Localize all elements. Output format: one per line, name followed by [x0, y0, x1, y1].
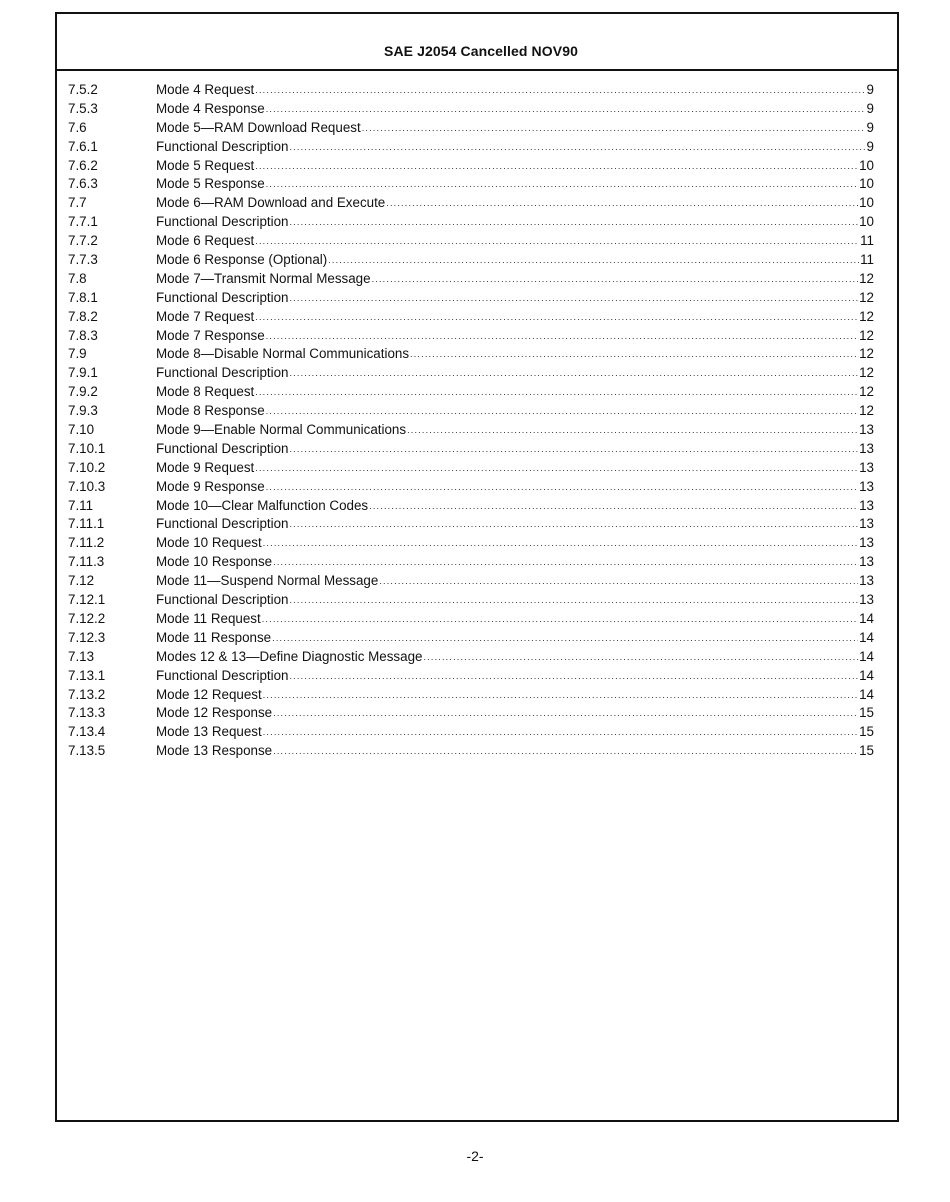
- toc-entry-number: 7.7.1: [68, 214, 98, 230]
- toc-entry: [68, 175, 874, 194]
- toc-entry-page: 13: [859, 592, 874, 608]
- toc-dot-leader: [266, 478, 858, 497]
- toc-entry-title: Mode 11—Suspend Normal Message: [156, 573, 379, 589]
- toc-dot-leader: [379, 572, 858, 591]
- toc-entry-title: Functional Description: [156, 516, 289, 532]
- toc-entry-title: Mode 10 Request: [156, 535, 262, 551]
- toc-entry-number: 7.12: [68, 573, 95, 589]
- toc-entry-page: 14: [859, 686, 874, 702]
- toc-entry-number: 7.6: [68, 119, 87, 135]
- toc-entry: [68, 308, 874, 327]
- toc-entry: [68, 81, 874, 100]
- toc-entry-title: Mode 9 Response: [156, 478, 265, 494]
- toc-dot-leader: [273, 704, 858, 723]
- toc-entry-title: Mode 8—Disable Normal Communications: [156, 346, 410, 362]
- toc-entry-page: 13: [859, 459, 874, 475]
- toc-entry: [68, 138, 874, 157]
- toc-entry-number: 7.7: [68, 195, 87, 211]
- toc-entry: [68, 686, 874, 705]
- document-title: SAE J2054 Cancelled NOV90: [384, 43, 578, 59]
- toc-entry: [68, 364, 874, 383]
- toc-entry: [68, 213, 874, 232]
- toc-entry: [68, 553, 874, 572]
- toc-entry-page: 10: [859, 157, 874, 173]
- toc-entry-number: 7.12.2: [68, 610, 106, 626]
- toc-entry-page: 13: [859, 440, 874, 456]
- toc-entry-title: Mode 8 Request: [156, 384, 255, 400]
- toc-dot-leader: [289, 364, 858, 383]
- toc-entry: [68, 497, 874, 516]
- toc-dot-leader: [266, 402, 858, 421]
- toc-entry-page: 14: [859, 629, 874, 645]
- toc-entry: [68, 100, 874, 119]
- toc-entry-page: 12: [859, 327, 874, 343]
- toc-entry: [68, 667, 874, 686]
- toc-entry-title: Functional Description: [156, 592, 289, 608]
- toc-entry-number: 7.13.4: [68, 724, 106, 740]
- toc-entry-page: 13: [859, 516, 874, 532]
- toc-entry-page: 11: [860, 233, 874, 249]
- toc-entry-number: 7.11.3: [68, 554, 105, 570]
- toc-entry: [68, 591, 874, 610]
- toc-entry-title: Mode 11 Response: [156, 629, 272, 645]
- toc-entry-page: 15: [859, 705, 874, 721]
- toc-entry-page: 13: [859, 497, 874, 513]
- toc-entry: [68, 251, 874, 270]
- toc-entry-number: 7.7.3: [68, 252, 98, 268]
- toc-dot-leader: [369, 497, 858, 516]
- toc-entry-number: 7.8.3: [68, 327, 98, 343]
- toc-entry-title: Mode 12 Request: [156, 686, 262, 702]
- toc-entry-number: 7.6.2: [68, 157, 98, 173]
- toc-entry-number: 7.5.2: [68, 82, 98, 97]
- toc-entry: [68, 534, 874, 553]
- toc-dot-leader: [372, 270, 859, 289]
- toc-entry: [68, 119, 874, 138]
- toc-entry-number: 7.10.3: [68, 478, 106, 494]
- toc-entry: [68, 478, 874, 497]
- toc-entry: [68, 572, 874, 591]
- toc-entry: [68, 327, 874, 346]
- toc-entry-page: 12: [859, 403, 874, 419]
- toc-dot-leader: [262, 610, 858, 629]
- toc-entry-page: 15: [859, 724, 874, 740]
- toc-entry-number: 7.10.1: [68, 440, 106, 456]
- toc-entry-number: 7.8.2: [68, 308, 98, 324]
- toc-entry-number: 7.13.1: [68, 667, 106, 683]
- toc-entry-title: Mode 5 Response: [156, 176, 265, 192]
- toc-entry-page: 9: [866, 119, 874, 135]
- toc-entry-title: Mode 7 Request: [156, 308, 255, 324]
- toc-dot-leader: [289, 289, 858, 308]
- toc-entry-number: 7.6.3: [68, 176, 98, 192]
- toc-entry: [68, 194, 874, 213]
- page-number: -2-: [466, 1148, 484, 1164]
- toc-entry: [68, 723, 874, 742]
- toc-entry-title: Mode 7 Response: [156, 327, 265, 343]
- toc-dot-leader: [362, 119, 865, 138]
- toc-dot-leader: [263, 723, 858, 742]
- toc-entry: [68, 402, 874, 421]
- toc-entry: [68, 232, 874, 251]
- toc-entry: [68, 704, 874, 723]
- toc-entry-number: 7.13: [68, 648, 95, 664]
- toc-entry-title: Mode 6—RAM Download and Execute: [156, 195, 386, 211]
- toc-entry-number: 7.12.1: [68, 592, 106, 608]
- toc-entry-number: 7.13.5: [68, 743, 106, 759]
- toc-entry-number: 7.13.3: [68, 705, 106, 721]
- toc-entry: [68, 648, 874, 667]
- toc-entry-title: Mode 8 Response: [156, 403, 265, 419]
- toc-dot-leader: [410, 345, 858, 364]
- toc-dot-leader: [273, 553, 858, 572]
- toc-entry-page: 14: [859, 610, 874, 626]
- toc-entry-number: 7.10: [68, 422, 95, 438]
- toc-entry-page: 10: [859, 195, 874, 211]
- toc-entry-title: Functional Description: [156, 440, 289, 456]
- toc-entry-page: 14: [859, 648, 874, 664]
- toc-entry-page: 9: [866, 138, 874, 154]
- toc-entry-page: 10: [859, 214, 874, 230]
- toc-entry: [68, 421, 874, 440]
- toc-entry-number: 7.11.1: [68, 516, 105, 532]
- document-header: [57, 14, 897, 71]
- toc-entry-title: Mode 4 Response: [156, 100, 265, 116]
- toc-entry: [68, 742, 874, 761]
- toc-entry-title: Mode 5—RAM Download Request: [156, 119, 361, 135]
- toc-entry: [68, 383, 874, 402]
- toc-dot-leader: [289, 591, 858, 610]
- toc-dot-leader: [272, 629, 858, 648]
- toc-dot-leader: [386, 194, 858, 213]
- toc-entry: [68, 289, 874, 308]
- toc-entry-title: Functional Description: [156, 138, 289, 154]
- toc-entry-title: Functional Description: [156, 667, 289, 683]
- page-frame: [55, 12, 899, 1122]
- toc-entry-page: 12: [859, 308, 874, 324]
- toc-dot-leader: [263, 686, 858, 705]
- toc-entry-page: 13: [859, 535, 874, 551]
- toc-entry: [68, 157, 874, 176]
- toc-entry-title: Mode 10 Response: [156, 554, 273, 570]
- toc-entry-number: 7.8.1: [68, 289, 98, 305]
- toc-entry-title: Mode 11 Request: [156, 610, 261, 626]
- toc-entry-title: Mode 13 Response: [156, 743, 273, 759]
- toc-entry-title: Mode 5 Request: [156, 157, 255, 173]
- toc-entry-page: 10: [859, 176, 874, 192]
- toc-entry-title: Mode 6 Response (Optional): [156, 252, 328, 268]
- toc-dot-leader: [273, 742, 858, 761]
- toc-entry-title: Mode 4 Request: [156, 82, 255, 97]
- toc-entry-number: 7.9.3: [68, 403, 98, 419]
- toc-dot-leader: [289, 138, 865, 157]
- toc-dot-leader: [255, 383, 858, 402]
- toc-dot-leader: [266, 100, 865, 119]
- toc-dot-leader: [255, 157, 858, 176]
- toc-entry-number: 7.11: [68, 497, 94, 513]
- toc-entry-page: 12: [859, 365, 874, 381]
- table-of-contents: [68, 81, 874, 761]
- toc-dot-leader: [255, 459, 858, 478]
- toc-dot-leader: [423, 648, 858, 667]
- toc-entry: [68, 270, 874, 289]
- toc-entry-title: Mode 6 Request: [156, 233, 255, 249]
- toc-entry: [68, 610, 874, 629]
- toc-entry: [68, 629, 874, 648]
- toc-dot-leader: [289, 213, 858, 232]
- toc-entry-title: Mode 12 Response: [156, 705, 273, 721]
- toc-dot-leader: [407, 421, 858, 440]
- toc-dot-leader: [328, 251, 859, 270]
- toc-dot-leader: [263, 534, 858, 553]
- toc-entry-number: 7.9.1: [68, 365, 98, 381]
- toc-entry-page: 13: [859, 573, 874, 589]
- toc-entry-page: 13: [859, 422, 874, 438]
- toc-entry-number: 7.10.2: [68, 459, 106, 475]
- toc-entry-page: 12: [859, 384, 874, 400]
- toc-entry-number: 7.9: [68, 346, 87, 362]
- toc-dot-leader: [266, 175, 858, 194]
- toc-entry-number: 7.5.3: [68, 100, 98, 116]
- toc-entry-title: Modes 12 & 13—Define Diagnostic Message: [156, 648, 423, 664]
- toc-entry-title: Mode 13 Request: [156, 724, 262, 740]
- toc-entry-page: 12: [859, 289, 874, 305]
- toc-entry: [68, 345, 874, 364]
- toc-entry-number: 7.11.2: [68, 535, 105, 551]
- toc-entry-page: 13: [859, 554, 874, 570]
- toc-entry: [68, 459, 874, 478]
- toc-entry-title: Mode 9 Request: [156, 459, 255, 475]
- toc-entry-title: Mode 7—Transmit Normal Message: [156, 270, 371, 286]
- toc-entry-number: 7.12.3: [68, 629, 106, 645]
- toc-entry-title: Functional Description: [156, 365, 289, 381]
- toc-entry-title: Functional Description: [156, 289, 289, 305]
- toc-entry-page: 12: [859, 346, 874, 362]
- toc-entry-page: 14: [859, 667, 874, 683]
- toc-dot-leader: [255, 81, 865, 100]
- toc-entry-page: 12: [859, 270, 874, 286]
- toc-entry-page: 13: [859, 478, 874, 494]
- toc-entry-number: 7.13.2: [68, 686, 106, 702]
- toc-entry-number: 7.9.2: [68, 384, 98, 400]
- toc-dot-leader: [255, 308, 858, 327]
- toc-entry: [68, 515, 874, 534]
- toc-dot-leader: [289, 440, 858, 459]
- toc-entry-number: 7.8: [68, 270, 87, 286]
- toc-entry-page: 9: [866, 100, 874, 116]
- toc-dot-leader: [289, 515, 858, 534]
- toc-dot-leader: [266, 327, 858, 346]
- toc-entry-title: Functional Description: [156, 214, 289, 230]
- toc-entry-number: 7.7.2: [68, 233, 98, 249]
- toc-entry-title: Mode 9—Enable Normal Communications: [156, 422, 407, 438]
- toc-entry-title: Mode 10—Clear Malfunction Codes: [156, 497, 369, 513]
- toc-entry-page: 11: [860, 252, 874, 268]
- toc-dot-leader: [255, 232, 859, 251]
- toc-entry-page: 15: [859, 743, 874, 759]
- toc-entry-number: 7.6.1: [68, 138, 98, 154]
- toc-entry: [68, 440, 874, 459]
- toc-entry-page: 9: [866, 82, 874, 97]
- toc-dot-leader: [289, 667, 858, 686]
